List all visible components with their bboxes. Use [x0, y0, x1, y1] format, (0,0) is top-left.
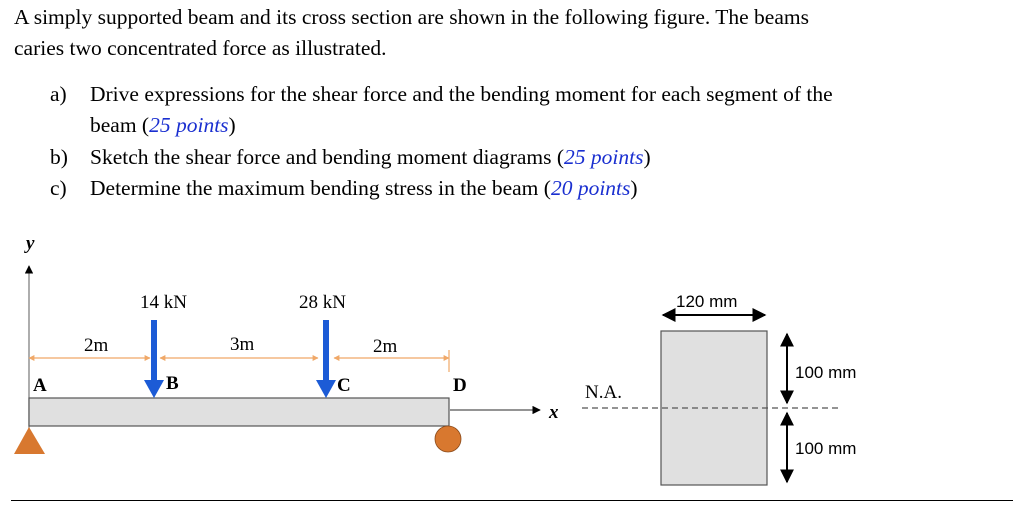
y-axis-label: y: [26, 233, 35, 254]
neutral-axis-label: N.A.: [585, 382, 622, 403]
points-value: 20 points: [550, 176, 631, 200]
pin-support-icon: [14, 427, 45, 454]
width-label: 120 mm: [676, 292, 738, 311]
question-label: a): [50, 82, 67, 106]
question-text-cont: beam (: [90, 113, 150, 137]
point-label-b: B: [166, 373, 179, 394]
span-label-ab: 2m: [84, 335, 109, 356]
span-label-cd: 2m: [373, 336, 398, 357]
load-arrow-c-icon: [323, 320, 329, 382]
span-dimension-line: [29, 334, 449, 372]
question-text: Drive expressions for the shear force and the bending moment for each segment of the: [90, 82, 833, 106]
bottom-rule: [11, 500, 1013, 501]
points-value: 25 points: [564, 145, 644, 169]
point-label-a: A: [33, 375, 47, 396]
statement-line-2: caries two concentrated force as illustrated.: [14, 36, 387, 60]
point-label-d: D: [453, 375, 467, 396]
question-text: Sketch the shear force and bending moment diagrams (: [90, 145, 565, 169]
upper-height-label: 100 mm: [795, 363, 857, 382]
roller-support-icon: [435, 426, 461, 452]
question-close: ): [643, 145, 651, 169]
x-axis-label: x: [549, 402, 559, 423]
load-label-c: 28 kN: [299, 292, 346, 313]
load-arrow-b-icon: [151, 320, 157, 382]
question-close: ): [630, 176, 638, 200]
cross-section: [582, 292, 856, 485]
load-arrow-b: [140, 292, 187, 398]
x-axis: [450, 402, 559, 423]
question-label: b): [50, 145, 68, 169]
points-value: 25 points: [149, 113, 229, 137]
statement-line-1: A simply supported beam and its cross section are shown in the following figure. The beams: [14, 5, 809, 29]
load-label-b: 14 kN: [140, 292, 187, 313]
span-label-bc: 3m: [230, 334, 255, 355]
beam: [29, 398, 449, 426]
point-label-c: C: [337, 375, 351, 396]
question-text: Determine the maximum bending stress in the beam (: [90, 176, 551, 200]
question-label: c): [50, 176, 67, 200]
question-close: ): [228, 113, 236, 137]
lower-height-label: 100 mm: [795, 439, 857, 458]
